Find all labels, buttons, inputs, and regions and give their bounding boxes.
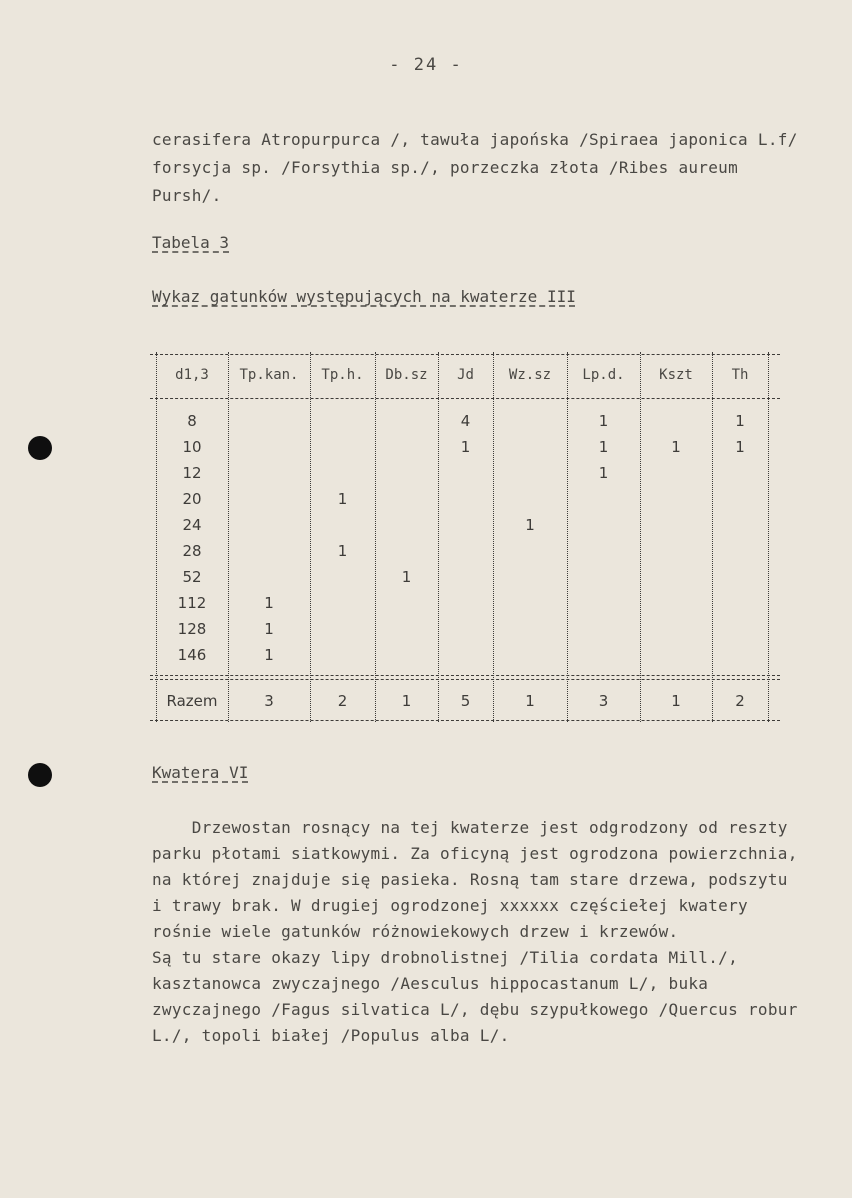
intro-line: forsycja sp. /Forsythia sp./, porzeczka złota /Ribes aureum: [152, 158, 739, 177]
total-cell: 1: [671, 692, 681, 710]
row-diameter: 20: [182, 490, 202, 508]
row-diameter: 10: [182, 438, 202, 456]
column-separator: [228, 352, 229, 722]
table-cell: 1: [598, 412, 609, 430]
section-heading: Kwatera VI: [152, 763, 249, 782]
body-line: Są tu stare okazy lipy drobnolistnej /Tilia cordata Mill./,: [152, 948, 739, 967]
body-line: rośnie wiele gatunków różnowiekowych drzew i krzewów.: [152, 922, 679, 941]
column-separator: [310, 352, 311, 722]
table-rule: [150, 398, 780, 399]
body-line: L./, topoli białej /Populus alba L/.: [152, 1026, 510, 1045]
page-number: - 24 -: [389, 55, 463, 75]
table-rule: [150, 354, 780, 355]
column-header: d1,3: [175, 367, 209, 383]
table-cell: 1: [525, 516, 535, 534]
body-line: Drzewostan rosnący na tej kwaterze jest odgrodzony od reszty: [152, 818, 788, 837]
column-header: Th: [731, 367, 749, 383]
body-line: kasztanowca zwyczajnego /Aesculus hippocastanum L/, buka: [152, 974, 709, 993]
table-cell: 1: [264, 620, 274, 638]
row-diameter: 24: [182, 516, 202, 534]
total-cell: 1: [401, 692, 412, 710]
column-separator: [640, 352, 641, 722]
column-separator: [567, 352, 568, 722]
row-diameter: 28: [182, 542, 202, 560]
punch-hole: [28, 763, 52, 787]
row-diameter: 128: [177, 620, 207, 638]
intro-line: Pursh/.: [152, 186, 222, 205]
table-rule: [150, 679, 780, 680]
column-header: Jd: [457, 367, 474, 383]
table-label: Tabela 3: [152, 233, 230, 252]
table-cell: 1: [671, 438, 681, 456]
table-cell: 1: [735, 412, 745, 430]
table-rule: [150, 675, 780, 676]
body-line: parku płotami siatkowymi. Za oficyną jest ogrodzona powierzchnia,: [152, 844, 798, 863]
row-diameter: 52: [182, 568, 202, 586]
total-cell: 5: [460, 692, 471, 710]
column-header: Db.sz: [385, 367, 428, 383]
column-separator: [768, 352, 769, 722]
table-cell: 1: [264, 594, 274, 612]
column-header: Wz.sz: [508, 367, 552, 383]
row-diameter: 146: [177, 646, 207, 664]
total-label: Razem: [166, 692, 218, 710]
column-separator: [375, 352, 376, 722]
table-cell: 1: [598, 464, 609, 482]
body-line: i trawy brak. W drugiej ogrodzonej xxxxxx częściełej kwatery: [152, 896, 748, 915]
table-cell: 1: [264, 646, 274, 664]
body-line: zwyczajnego /Fagus silvatica L/, dębu szypułkowego /Quercus robur: [152, 1000, 798, 1019]
table-caption: Wykaz gatunków występujących na kwaterze III: [152, 287, 576, 306]
column-header: Tp.kan.: [239, 367, 299, 383]
table-cell: 1: [337, 542, 348, 560]
total-cell: 1: [525, 692, 535, 710]
total-cell: 2: [735, 692, 745, 710]
total-cell: 2: [337, 692, 348, 710]
total-cell: 3: [598, 692, 609, 710]
row-diameter: 8: [187, 412, 197, 430]
table-rule: [150, 720, 780, 721]
column-header: Kszt: [659, 367, 693, 383]
column-separator: [493, 352, 494, 722]
table-cell: 4: [460, 412, 471, 430]
column-header: Lp.d.: [582, 367, 625, 383]
table-cell: 1: [460, 438, 471, 456]
column-separator: [438, 352, 439, 722]
table-cell: 1: [337, 490, 348, 508]
intro-line: cerasifera Atropurpurca /, tawuła japońska /Spiraea japonica L.f/: [152, 130, 798, 149]
column-separator: [712, 352, 713, 722]
column-separator: [156, 352, 157, 722]
body-line: na której znajduje się pasieka. Rosną tam stare drzewa, podszytu: [152, 870, 788, 889]
table-cell: 1: [735, 438, 745, 456]
column-header: Tp.h.: [321, 367, 364, 383]
row-diameter: 12: [182, 464, 202, 482]
total-cell: 3: [264, 692, 274, 710]
punch-hole: [28, 436, 52, 460]
species-table: [150, 352, 780, 722]
table-cell: 1: [598, 438, 609, 456]
row-diameter: 112: [177, 594, 207, 612]
table-cell: 1: [401, 568, 412, 586]
